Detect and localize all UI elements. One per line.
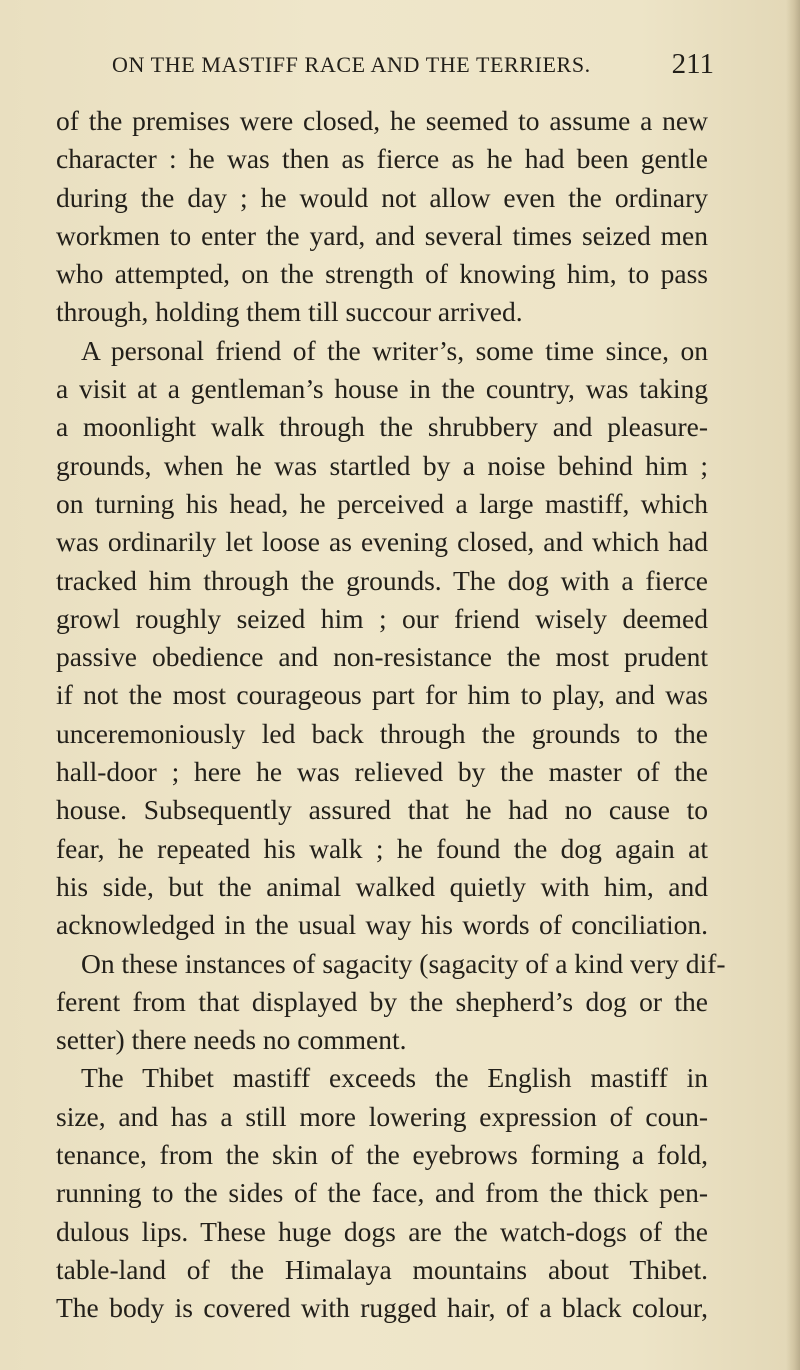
text-line: workmen to enter the yard, and several times seized men: [56, 219, 708, 251]
text-line: through, holding them till succour arrived.: [56, 296, 523, 328]
text-line: setter) there needs no comment.: [56, 1024, 407, 1056]
text-line: growl roughly seized him ; our friend wisely deemed: [56, 602, 708, 634]
running-head-title: ON THE MASTIFF RACE AND THE TERRIERS.: [112, 52, 591, 77]
text-line: dulous lips. These huge dogs are the watch-dogs of the: [56, 1215, 708, 1247]
text-line: on turning his head, he perceived a large mastiff, which: [56, 487, 708, 519]
text-line: a moonlight walk through the shrubbery and pleasure-: [56, 411, 708, 443]
text-line: of the premises were closed, he seemed to assume a new: [56, 105, 708, 136]
running-head: [112, 48, 712, 84]
text-line: unceremoniously led back through the grounds to the: [56, 717, 708, 749]
text-line: table-land of the Himalaya mountains about Thibet.: [56, 1253, 708, 1285]
text-line: fear, he repeated his walk ; he found the dog again at: [56, 832, 708, 864]
text-line: if not the most courageous part for him to play, and was: [56, 679, 708, 711]
text-line: tenance, from the skin of the eyebrows forming a fold,: [56, 1139, 708, 1171]
text-line: ferent from that displayed by the shepherd’s dog or the: [56, 985, 708, 1017]
text-line: On these instances of sagacity (sagacity of a kind very dif-: [81, 947, 726, 979]
text-line: passive obedience and non-resistance the most prudent: [56, 641, 708, 673]
text-line: running to the sides of the face, and from the thick pen-: [56, 1177, 708, 1209]
text-line: during the day ; he would not allow even the ordinary: [56, 181, 708, 213]
text-line: his side, but the animal walked quietly with him, and: [56, 870, 708, 902]
text-line: tracked him through the grounds. The dog with a fierce: [56, 564, 708, 596]
body-text: [56, 102, 726, 1328]
text-line: The body is covered with rugged hair, of a black colour,: [56, 1292, 708, 1324]
text-line: A personal friend of the writer’s, some time since, on: [81, 334, 708, 366]
text-line: size, and has a still more lowering expression of coun-: [56, 1100, 708, 1132]
text-line: who attempted, on the strength of knowing him, to pass: [56, 258, 708, 290]
page-number: 211: [671, 48, 714, 80]
text-line: The Thibet mastiff exceeds the English mastiff in: [81, 1062, 708, 1094]
text-line: was ordinarily let loose as evening closed, and which had: [56, 526, 708, 558]
text-line: grounds, when he was startled by a noise behind him ;: [56, 449, 708, 481]
text-line: character : he was then as fierce as he had been gentle: [56, 143, 708, 175]
text-line: house. Subsequently assured that he had no cause to: [56, 794, 708, 826]
text-line: acknowledged in the usual way his words of conciliation.: [56, 909, 708, 941]
text-line: hall-door ; here he was relieved by the master of the: [56, 756, 708, 788]
text-line: a visit at a gentleman’s house in the country, was taking: [56, 373, 708, 405]
page-edge-shadow: [786, 0, 800, 1370]
